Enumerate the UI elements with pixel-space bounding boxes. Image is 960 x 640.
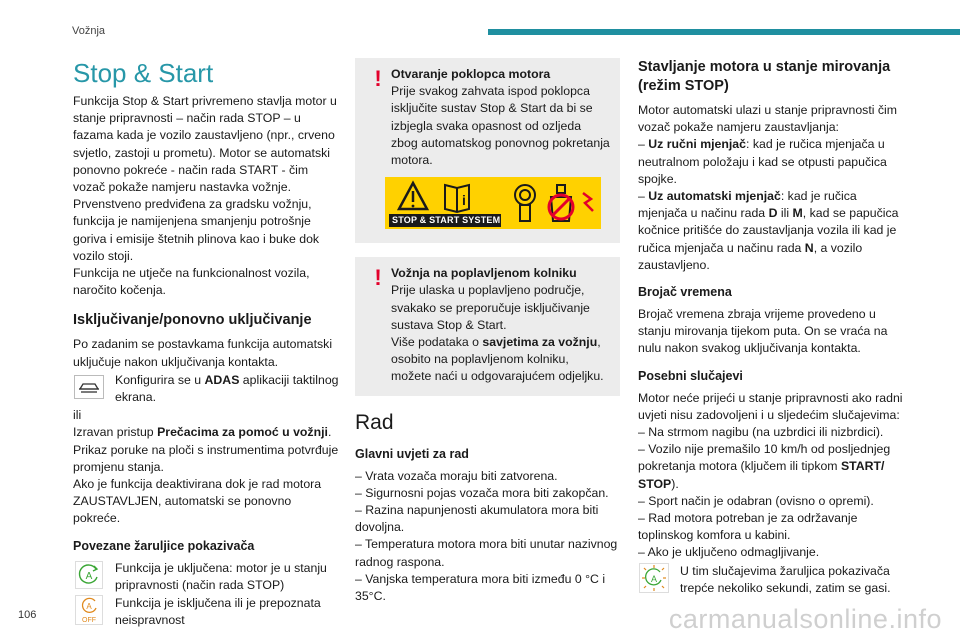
auto-gearbox-text [638,188,906,274]
svg-text:A: A [86,602,92,612]
page-title: Stop & Start [73,58,214,88]
blink-row [638,563,906,597]
lamp-on-text: Funkcija je uključena: motor je u stanju pripravnosti (način rada STOP) [115,560,327,592]
stop-start-warning-label [385,177,601,229]
manual-gearbox-text [638,136,906,188]
auto-bold: Uz automatski mjenjač [648,189,781,204]
stop-start-off-icon [73,595,105,625]
heading-switch: Isključivanje/ponovno uključivanje [73,312,312,329]
car-driving-aid-icon [73,372,105,402]
svg-text:A: A [650,573,658,584]
special-item [638,441,906,493]
special-item: – Na strmom nagibu (na uzbrdici ili nizbrdici). [638,425,884,440]
condition-item: – Temperatura motora mora biti unutar nazivnog radnog raspona. [355,537,618,569]
auto-mid2: ili [777,206,793,221]
heading-conditions: Glavni uvjeti za rad [355,446,469,461]
lamp-off-text: Funkcija je isključena ili je prepoznata neispravnost [115,596,321,628]
sp2-pre: – Vozilo nije premašilo 10 km/h od posljednjeg pokretanja motora (ključem ili tipkom [638,442,891,474]
heading-rad: Rad [355,410,394,434]
manual-pre: – [638,137,649,152]
adas-text-pre: Konfigurira se u [115,372,205,387]
special-item: – Rad motora potreban je za održavanje toplinskog komfora u kabini. [638,511,858,543]
adas-text-bold: ADAS [204,372,240,387]
warning-flood-title: Vožnja na poplavljenom kolniku [391,266,577,281]
lamp-off-row [73,595,341,629]
section-header: Vožnja [72,25,106,37]
sp2-bold: START/ STOP [638,459,885,491]
restart-text: Ako je funkcija deaktivirana dok je rad motora ZAUSTAVLJEN, automatski se ponovno pokreće. [73,477,322,526]
intro-paragraph-2: Prvenstveno predviđena za gradsku vožnju, funkcija je namijenjena smanjenju potrošnje goriva i emisije štetnih plinova kao i buke dok vozilo stoji. [73,197,320,263]
flood-bold: savjetima za vožnju [482,335,598,350]
flood-post: , osobito na poplavljenom kolniku, možete naći u odgovarajućem odjeljku. [391,335,604,384]
adas-text [115,372,341,406]
heading-stop-mode: Stavljanje motora u stanje mirovanja (režim STOP) [638,59,891,94]
column-1 [73,58,341,630]
auto-post: , a vozilo zaustavljeno. [638,240,863,272]
adas-row [73,372,341,406]
auto-mid3: , kad se papučica kočnice pritišće do zaustavljanja vozila ili kad je ručica mjenjača u načinu rada [638,206,899,255]
auto-m: M [792,206,803,221]
heading-timer: Brojač vremena [638,285,732,300]
shortcut-pre: Izravan pristup [73,425,158,440]
auto-mid1: : kad je ručica mjenjača u načinu rada [638,189,857,221]
switch-text: Po zadanim se postavkama funkcija automatski uključuje nakon uključivanja kontakta. [73,337,333,369]
adas-text-post: aplikaciji taktilnog ekrana. [115,372,339,405]
exclamation-icon: ! [374,66,382,91]
off-label: OFF [82,617,96,625]
stop-text: Motor automatski ulazi u stanje pripravnosti čim vozač pokaže namjeru zaustavljanja: [638,103,898,135]
condition-item: – Vrata vozača moraju biti zatvorena. [355,468,558,483]
heading-lamps: Povezane žaruljice pokazivača [73,538,255,553]
column-3 [638,58,906,598]
blink-text: U tim slučajevima žaruljica pokazivača trepće nekoliko sekundi, zatim se gasi. [680,563,891,595]
special-item: – Sport način je odabran (ovisno o opremi). [638,493,874,508]
warning-flood-text-2 [391,334,610,386]
sp2-post: ). [671,476,679,491]
watermark: carmanualsonline.info [668,604,942,634]
shortcut-text [73,424,341,441]
warning-hood-text: Prije svakog zahvata ispod poklopca isključite sustav Stop & Start da bi se izbjegla svaka opasnost od ozljeda zbog automatskog ponovnog pokretanja motora. [391,84,610,168]
condition-item: – Vanjska temperatura mora biti između 0 °C i 35°C. [355,571,606,604]
warning-hood-title: Otvaranje poklopca motora [391,67,551,81]
warning-flood [355,257,620,395]
intro-paragraph-3: Funkcija ne utječe na funkcionalnost vozila, naročito kočenja. [73,266,310,298]
stop-start-label-text: STOP & START SYSTEM [392,215,501,226]
shortcut-post: . [327,425,332,440]
svg-text:A: A [85,570,93,582]
manual-post: : kad je ručica mjenjača u neutralnom položaju i kad se otpusti papučica spojke. [638,137,887,186]
exclamation-icon-2: ! [374,265,382,291]
auto-pre: – [638,189,649,204]
header-accent-bar [488,29,960,35]
special-item: – Ako je uključeno odmagljivanje. [638,545,820,560]
special-text: Motor neće prijeći u stanje pripravnosti ako radni uvjeti nisu zadovoljeni i u sljedećim slučajevima: [638,390,903,422]
timer-text: Brojač vremena zbraja vrijeme provedeno u stanju mirovanja tijekom puta. On se vraća na nulu nakon svakog uključivanja kontakta. [638,307,888,356]
message-text: Prikaz poruke na ploči s instrumentima potvrđuje promjenu stanja. [73,442,339,474]
column-2 [355,58,620,605]
warning-flood-text: Prije ulaska u poplavljeno područje, svakako se preporučuje isključivanje sustava Stop & Start. [391,283,590,332]
intro-paragraph: Funkcija Stop & Start privremeno stavlja motor u stanje pripravnosti – način rada STOP – u fazama kada je vozilo zaustavljeno (npr., crveno svjetlo, zastoji u prometu). Motor se automatski ponovno pokreće - način rada START - čim vozač pokaže namjeru nastavka vožnje. [73,94,337,195]
flood-pre: Više podataka o [391,335,483,350]
heading-special: Posebni slučajevi [638,368,743,383]
or-text: ili [73,408,82,423]
shortcut-bold: Prečacima za pomoć u vožnji [157,425,328,440]
lamp-on-row [73,560,341,594]
svg-text:i: i [462,192,466,209]
page-number: 106 [18,609,37,621]
auto-d: D [768,206,778,221]
warning-hood [355,58,620,243]
stop-start-blinking-icon [638,563,670,593]
auto-n: N [804,240,814,255]
condition-item: – Sigurnosni pojas vozača mora biti zakopčan. [355,485,609,500]
condition-item: – Razina napunjenosti akumulatora mora biti dovoljna. [355,503,599,535]
stop-start-on-icon [73,560,105,590]
manual-bold: Uz ručni mjenjač [648,137,746,152]
